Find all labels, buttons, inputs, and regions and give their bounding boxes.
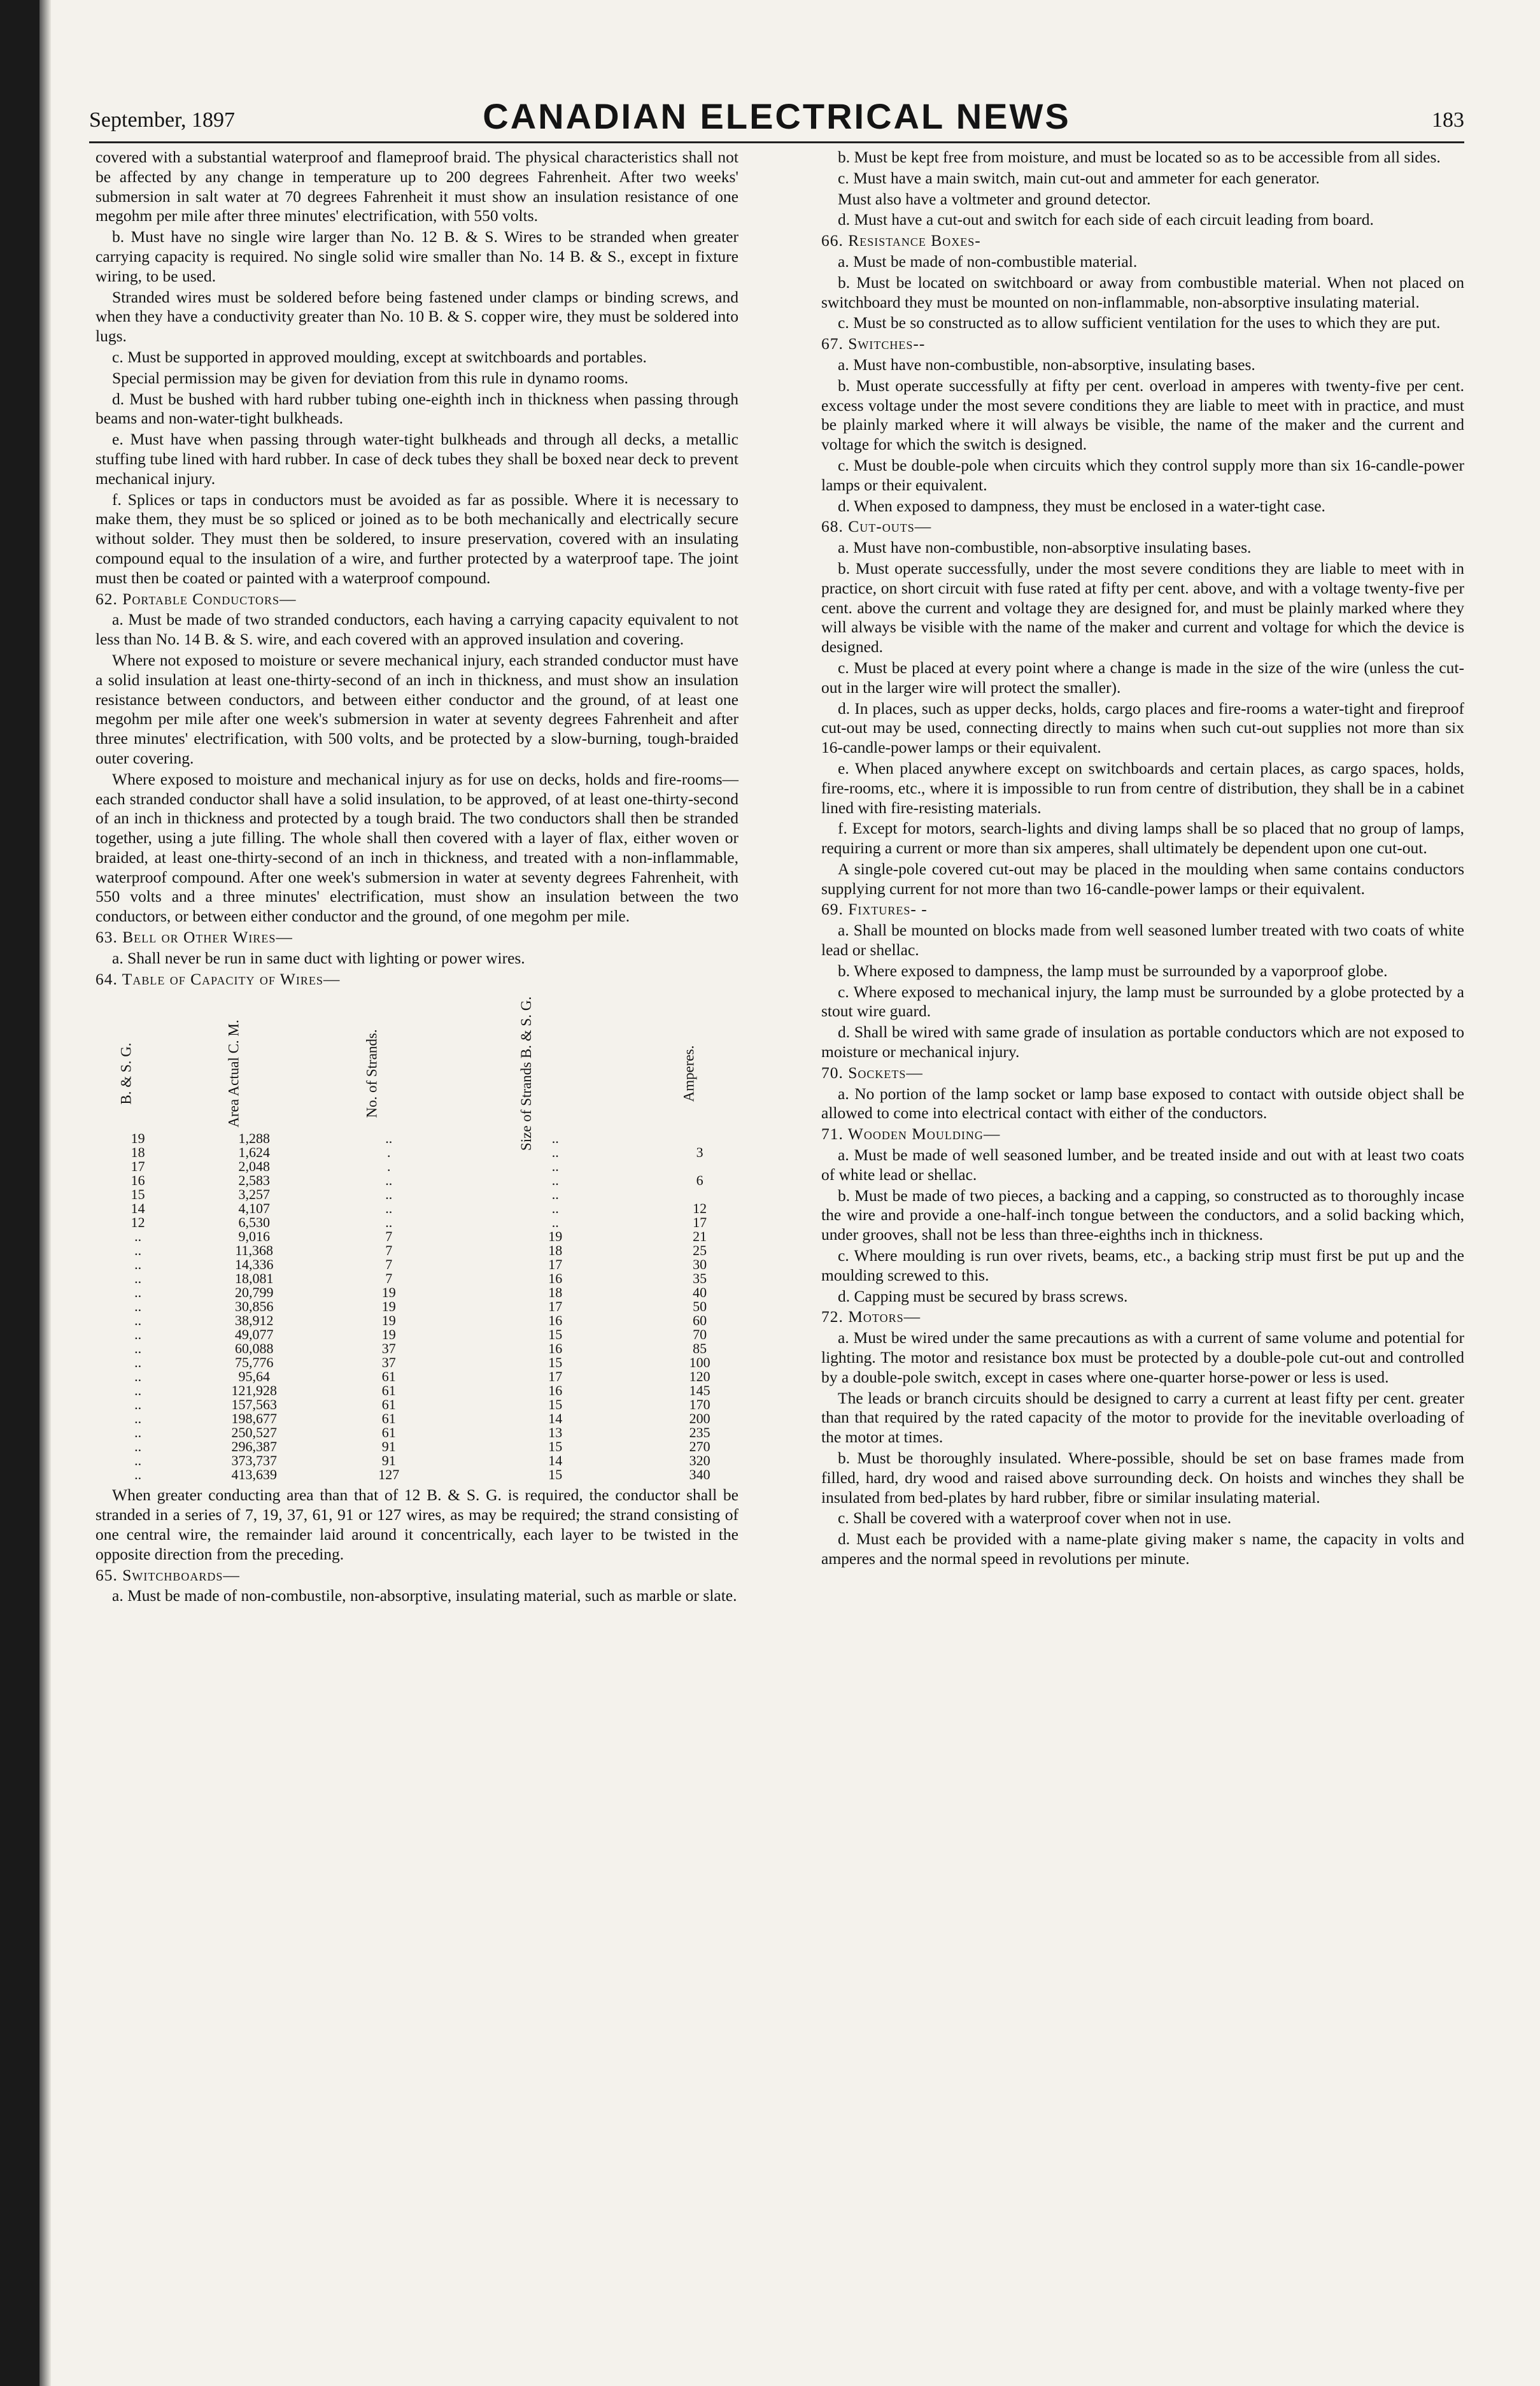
paragraph: c. Must be placed at every point where a change is made in the size of the wire (unless the cut-out in the larger wire will protect the smaller). xyxy=(821,658,1464,697)
paragraph: b. Must have no single wire larger than No. 12 B. & S. Wires to be stranded when greater carrying capacity is required. No single solid wire smaller than No. 14 B. & S., except in fixture wiring, to be used. xyxy=(95,227,738,285)
table-cell: .. xyxy=(134,1340,142,1357)
table-row xyxy=(95,1160,738,1174)
table-cell: 30,856 xyxy=(234,1298,274,1315)
table-cell: 296,387 xyxy=(231,1438,277,1455)
table-row xyxy=(95,1188,738,1202)
table-cell: 18,081 xyxy=(234,1270,274,1287)
table-header-cell: Size of Strands B. & S. G. xyxy=(518,997,535,1151)
table-row xyxy=(95,1356,738,1370)
table-row xyxy=(95,1328,738,1342)
paragraph: f. Splices or taps in conductors must be avoided as far as possible. Where it is necessary to make them, they must be so spliced or joined as to be both mechanically and electrically secure without solder. They must then be soldered, to insure preservation, covered with an insulating compound equal to the insulation of a wire, and further protected by a waterproof tape. The joint must then be coated or painted with a waterproof compound. xyxy=(95,490,738,587)
table-cell: 21 xyxy=(693,1228,707,1245)
table-cell: 16 xyxy=(548,1312,563,1329)
table-cell: 19 xyxy=(381,1326,396,1343)
table-cell: .. xyxy=(551,1214,559,1231)
table-cell: .. xyxy=(385,1186,393,1203)
table-cell: 7 xyxy=(385,1270,393,1287)
table-cell: 61 xyxy=(381,1396,396,1413)
section-heading: 71. Wooden Moulding— xyxy=(821,1125,1001,1144)
paragraph: covered with a substantial waterproof and flameproof braid. The physical characteristics shall not be affected by any change in temperature up to 200 degrees Fahrenheit. After two weeks' submersion in salt water at 70 degrees Fahrenheit it must show an insulation resistance of one megohm per mile after three minutes' electrification, with 550 volts. xyxy=(95,148,738,225)
paragraph: c. Where exposed to mechanical injury, the lamp must be surrounded by a globe protected by a stout wire guard. xyxy=(821,982,1464,1021)
table-cell: 35 xyxy=(693,1270,707,1287)
paragraph: a. Must be wired under the same precautions as with a current of same volume and potential for lighting. The motor and resistance box must be protected by a double-pole cut-out and controlled by a double-pole switch, except in cases where one-quarter horse-power or less is used. xyxy=(821,1328,1464,1386)
table-cell: .. xyxy=(551,1144,559,1161)
table-row xyxy=(95,1300,738,1314)
paragraph: Where exposed to moisture and mechanical injury as for use on decks, holds and fire-rooms—each stranded conductor shall have a solid insulation, to be approved, of at least one-thirty-second of an inch in thickness and protected by a tough braid. The two conductors shall then be stranded together, using a jute filling. The whole shall then covered with a layer of flax, either woven or braided, at least one-thirty-second of an inch in thickness, and treated with a non-inflammable, waterproof compound. After one week's submersion in water at seventy degrees Fahrenheit, with 550 volts and a three minutes' electrification, must show an insulation between the two conductors, or between either conductor and the ground, of one megohm per mile. xyxy=(95,769,738,926)
table-cell: .. xyxy=(385,1200,393,1217)
table-cell: 38,912 xyxy=(234,1312,274,1329)
table-cell: 100 xyxy=(689,1354,710,1371)
binding-spine xyxy=(0,0,39,2386)
paragraph: a. Must be made of two stranded conductors, each having a carrying capacity equivalent to not less than No. 14 B. & S. wire, and each covered with an approved insulation and covering. xyxy=(95,610,738,649)
table-row xyxy=(95,1314,738,1328)
paragraph: b. Where exposed to dampness, the lamp must be surrounded by a vaporproof globe. xyxy=(838,961,1388,980)
section-heading: 65. Switchboards— xyxy=(95,1565,240,1584)
table-cell: . xyxy=(387,1144,391,1161)
table-cell: 95,64 xyxy=(238,1368,270,1385)
table-cell: 127 xyxy=(378,1466,400,1483)
binding-shadow xyxy=(39,0,51,2386)
table-cell: 1,624 xyxy=(238,1144,270,1161)
table-cell: 235 xyxy=(689,1424,710,1441)
table-cell: 17 xyxy=(693,1214,707,1231)
table-row xyxy=(95,1244,738,1258)
table-cell: 19 xyxy=(548,1228,563,1245)
table-cell: 2,583 xyxy=(238,1172,270,1189)
publication-title: CANADIAN ELECTRICAL NEWS xyxy=(483,96,1071,136)
section-heading: 68. Cut-outs— xyxy=(821,517,932,536)
table-cell: 60,088 xyxy=(234,1340,274,1357)
table-cell: 17 xyxy=(548,1368,563,1385)
section-heading: 67. Switches-- xyxy=(821,334,926,353)
table-cell: .. xyxy=(385,1130,393,1147)
table-cell: 157,563 xyxy=(231,1396,277,1413)
paragraph: d. Must each be provided with a name-plate giving maker s name, the capacity in volts and amperes and the normal speed in revolutions per minute. xyxy=(821,1530,1464,1568)
paragraph: b. Must be located on switchboard or away from combustible material. When not placed on switchboard they must be mounted on non-inflammable, non-absorptive insulating material. xyxy=(821,273,1464,311)
table-cell: 413,639 xyxy=(231,1466,277,1483)
table-cell: 198,677 xyxy=(231,1410,277,1427)
table-row xyxy=(95,1146,738,1160)
section-heading: 72. Motors— xyxy=(821,1307,921,1326)
table-header-row xyxy=(95,991,738,1132)
table-cell: .. xyxy=(134,1256,142,1273)
table-cell: .. xyxy=(385,1172,393,1189)
paragraph: a. Must have non-combustible, non-absorptive, insulating bases. xyxy=(838,355,1255,374)
paragraph: c. Must be supported in approved moulding, except at switchboards and portables. xyxy=(112,347,647,366)
table-cell: 170 xyxy=(689,1396,710,1413)
table-cell: 14,336 xyxy=(234,1256,274,1273)
table-body xyxy=(95,1132,738,1482)
table-cell: 25 xyxy=(693,1242,707,1259)
table-row xyxy=(95,1258,738,1272)
paragraph: b. Must be kept free from moisture, and must be located so as to be accessible from all sides. xyxy=(838,148,1441,166)
table-cell: 85 xyxy=(693,1340,707,1357)
paragraph: c. Must be double-pole when circuits which they control supply more than six 16-candle-power lamps or their equivalent. xyxy=(821,455,1464,494)
table-row xyxy=(95,1370,738,1384)
table-cell: .. xyxy=(551,1130,559,1147)
table-cell: 75,776 xyxy=(234,1354,274,1371)
page-number: 183 xyxy=(1432,108,1464,132)
table-cell: 91 xyxy=(381,1438,396,1455)
section-heading: 64. Table of Capacity of Wires— xyxy=(95,969,341,988)
table-cell: .. xyxy=(134,1466,142,1483)
paragraph: e. When placed anywhere except on switchboards and certain places, as cargo spaces, holds, fire-rooms, etc., where it is impossible to run from centre of distribution, they shall be in a cabinet lined with fire-resisting materials. xyxy=(821,758,1464,817)
paragraph: b. Must operate successfully, under the most severe conditions they are liable to meet with in practice, on short circuit with fuse rated at fifty per cent. above, and with a voltage twenty-five per cent. above the current and voltage they are designed for, and must be plainly marked where they will always be visible with the name of the maker and current and voltage for which the device is designed. xyxy=(821,558,1464,657)
paragraph: d. Capping must be secured by brass screws. xyxy=(838,1286,1128,1305)
table-cell: 373,737 xyxy=(231,1452,277,1469)
table-cell: 19 xyxy=(381,1312,396,1329)
table-cell: 18 xyxy=(548,1284,563,1301)
table-cell: 16 xyxy=(548,1382,563,1399)
table-row xyxy=(95,1202,738,1216)
table-cell xyxy=(661,1132,738,1146)
table-cell: .. xyxy=(134,1326,142,1343)
table-cell: 7 xyxy=(385,1228,393,1245)
table-cell: 61 xyxy=(381,1382,396,1399)
table-cell: 14 xyxy=(548,1452,563,1469)
table-cell: 18 xyxy=(548,1242,563,1259)
table-cell: .. xyxy=(134,1242,142,1259)
table-cell: 16 xyxy=(548,1270,563,1287)
table-cell: 19 xyxy=(381,1284,396,1301)
table-cell: 61 xyxy=(381,1368,396,1385)
table-cell: .. xyxy=(551,1172,559,1189)
table-cell: 30 xyxy=(693,1256,707,1273)
paragraph: a. Must be made of non-combustible material. xyxy=(838,252,1138,271)
paragraph: a. Must have non-combustible, non-absorptive insulating bases. xyxy=(838,538,1252,557)
table-row xyxy=(95,1132,738,1146)
table-cell: 91 xyxy=(381,1452,396,1469)
table-cell: .. xyxy=(134,1410,142,1427)
table-cell: 15 xyxy=(131,1186,145,1203)
table-cell: 2,048 xyxy=(238,1158,270,1175)
paragraph: Where not exposed to moisture or severe mechanical injury, each stranded conductor must have a solid insulation at least one-thirty-second of an inch in thickness, and must show an insulation resistance between conductors, and between either conductor and the ground, of at least one megohm per mile after one week's submersion in water at seventy degrees Fahrenheit and after three minutes' electrification, with 500 volts, and be protected by a slow-burning, tough-braided outer covering. xyxy=(95,650,738,767)
table-row xyxy=(95,1412,738,1426)
paragraph: a. No portion of the lamp socket or lamp base exposed to contact with outside object shall be allowed to come into electrical contact with either of the conductors. xyxy=(821,1084,1464,1123)
paragraph: a. Shall never be run in same duct with lighting or power wires. xyxy=(112,948,525,967)
table-cell: 19 xyxy=(131,1130,145,1147)
paragraph: a. Must be made of well seasoned lumber, and be treated inside and out with at least two coats of white lead or shellac. xyxy=(821,1146,1464,1184)
table-cell: 250,527 xyxy=(231,1424,277,1441)
header-rule xyxy=(89,141,1464,143)
table-cell: 120 xyxy=(689,1368,710,1385)
table-cell: 200 xyxy=(689,1410,710,1427)
table-cell: 50 xyxy=(693,1298,707,1315)
table-row xyxy=(95,1230,738,1244)
table-row xyxy=(95,1216,738,1230)
table-cell: 3,257 xyxy=(238,1186,270,1203)
table-cell: 9,016 xyxy=(238,1228,270,1245)
issue-date: September, 1897 xyxy=(89,108,236,132)
paragraph: c. Shall be covered with a waterproof cover when not in use. xyxy=(838,1509,1232,1528)
table-cell: 37 xyxy=(381,1340,396,1357)
table-cell: 270 xyxy=(689,1438,710,1455)
table-cell: 19 xyxy=(381,1298,396,1315)
table-row xyxy=(95,1286,738,1300)
table-header-cell: Area Actual C. M. xyxy=(225,1019,242,1128)
table-cell: 15 xyxy=(548,1354,563,1371)
table-row xyxy=(95,1174,738,1188)
table-cell: 1,288 xyxy=(238,1130,270,1147)
paragraph: A single-pole covered cut-out may be placed in the moulding when same contains conductors supplying current for not more than two 16-candle-power lamps or their equivalent. xyxy=(821,859,1464,898)
table-row xyxy=(95,1468,738,1482)
table-cell: 20,799 xyxy=(234,1284,274,1301)
paragraph: c. Where moulding is run over rivets, beams, etc., a backing strip must first be put up and the moulding screwed to this. xyxy=(821,1246,1464,1284)
table-cell: 4,107 xyxy=(238,1200,270,1217)
table-cell: 3 xyxy=(696,1144,703,1161)
table-cell: 6 xyxy=(696,1172,703,1189)
table-cell: 70 xyxy=(693,1326,707,1343)
table-cell: .. xyxy=(551,1158,559,1175)
paragraph: d. Must have a cut-out and switch for each side of each circuit leading from board. xyxy=(838,210,1374,229)
paragraph: Stranded wires must be soldered before being fastened under clamps or binding screws, and when they have a conductivity greater than No. 10 B. & S. copper wire, they must be soldered into lugs. xyxy=(95,287,738,346)
table-cell: 340 xyxy=(689,1466,710,1483)
table-cell: 40 xyxy=(693,1284,707,1301)
table-cell: .. xyxy=(134,1312,142,1329)
right-column xyxy=(821,148,1464,1570)
paragraph: b. Must be made of two pieces, a backing and a capping, so constructed as to thoroughly incase the wire and provide a one-half-inch tongue between the conductors, and a solid backing which, under grooves, shall not be less than three-eighths inch in thickness. xyxy=(821,1186,1464,1244)
table-row xyxy=(95,1454,738,1468)
paragraph: b. Must be thoroughly insulated. Where-possible, should be set on base frames made from filled, hard, dry wood and raised above surrounding deck. On hoists and winches they shall be insulated from bed-plates by hard rubber, fibre or similar insulating material. xyxy=(821,1449,1464,1507)
paragraph: d. Shall be wired with same grade of insulation as portable conductors which are not exposed to moisture or mechanical injury. xyxy=(821,1023,1464,1062)
table-cell: 14 xyxy=(131,1200,145,1217)
section-heading: 66. Resistance Boxes- xyxy=(821,231,981,250)
table-cell: .. xyxy=(134,1228,142,1245)
table-cell: 11,368 xyxy=(235,1242,274,1259)
wire-capacity-table xyxy=(95,991,738,1482)
paragraph: c. Must have a main switch, main cut-out and ammeter for each generator. xyxy=(838,168,1320,187)
table-cell: 17 xyxy=(131,1158,145,1175)
table-cell: .. xyxy=(134,1382,142,1399)
table-row xyxy=(95,1426,738,1440)
table-cell: 15 xyxy=(548,1466,563,1483)
table-cell: 320 xyxy=(689,1452,710,1469)
table-cell: .. xyxy=(551,1200,559,1217)
table-cell: .. xyxy=(134,1368,142,1385)
left-column xyxy=(95,148,738,1607)
table-cell: 49,077 xyxy=(234,1326,274,1343)
paragraph: When greater conducting area than that of 12 B. & S. G. is required, the conductor shall be stranded in a series of 7, 19, 37, 61, 91 or 127 wires, as may be required; the strand consisting of one central wire, the remainder laid around it concentrically, each layer to be twisted in the opposite direction from the preceding. xyxy=(95,1486,738,1563)
paragraph: Must also have a voltmeter and ground detector. xyxy=(838,189,1151,208)
table-cell: 60 xyxy=(693,1312,707,1329)
table-cell: 15 xyxy=(548,1326,563,1343)
table-cell: 14 xyxy=(548,1410,563,1427)
section-heading: 70. Sockets— xyxy=(821,1063,923,1082)
table-row xyxy=(95,1342,738,1356)
table-cell: .. xyxy=(134,1424,142,1441)
table-header-cell: Amperes. xyxy=(681,1046,697,1102)
table-row xyxy=(95,1398,738,1412)
table-cell: .. xyxy=(385,1214,393,1231)
table-cell: 37 xyxy=(381,1354,396,1371)
table-cell: 12 xyxy=(693,1200,707,1217)
table-cell: 16 xyxy=(548,1340,563,1357)
paragraph: d. In places, such as upper decks, holds, cargo places and fire-rooms a water-tight and fireproof cut-out may be used, connecting directly to mains when such cut-out supplies not more than six 16-candle-power lamps or their equivalent. xyxy=(821,699,1464,757)
table-cell: .. xyxy=(134,1452,142,1469)
table-cell: 61 xyxy=(381,1410,396,1427)
table-cell: .. xyxy=(134,1396,142,1413)
paragraph: a. Shall be mounted on blocks made from well seasoned lumber treated with two coats of white lead or shellac. xyxy=(821,921,1464,960)
table-cell: 6,530 xyxy=(238,1214,270,1231)
table-cell: 16 xyxy=(131,1172,145,1189)
paragraph: d. When exposed to dampness, they must be enclosed in a water-tight case. xyxy=(838,496,1325,515)
paragraph: a. Must be made of non-combustile, non-absorptive, insulating material, such as marble or slate. xyxy=(112,1586,737,1605)
table-row xyxy=(95,1440,738,1454)
table-cell: 15 xyxy=(548,1396,563,1413)
table-cell: 61 xyxy=(381,1424,396,1441)
section-heading: 63. Bell or Other Wires— xyxy=(95,928,293,947)
paragraph: The leads or branch circuits should be designed to carry a current at least fifty per cent. greater than that required by the rated capacity of the motor to provide for the inevitable overloading of the motor at times. xyxy=(821,1388,1464,1447)
section-heading: 69. Fixtures- - xyxy=(821,900,928,919)
table-header-cell: B. & S. G. xyxy=(118,1042,134,1105)
table-cell: .. xyxy=(134,1354,142,1371)
table-cell: .. xyxy=(134,1270,142,1287)
table-cell: 17 xyxy=(548,1298,563,1315)
table-cell: 7 xyxy=(385,1256,393,1273)
paragraph: d. Must be bushed with hard rubber tubing one-eighth inch in thickness when passing through beams and non-water-tight bulkheads. xyxy=(95,389,738,428)
table-header-cell: No. of Strands. xyxy=(364,1029,380,1119)
table-cell: 12 xyxy=(131,1214,145,1231)
section-heading: 62. Portable Conductors— xyxy=(95,589,297,608)
paragraph: b. Must operate successfully at fifty per cent. overload in amperes with twenty-five per cent. excess voltage under the most severe conditions they are liable to meet with in practice, and must be plainly marked where it will always be visible, the name of the maker and the current and voltage for which the switch is designed. xyxy=(821,376,1464,454)
table-cell xyxy=(661,1160,738,1174)
table-cell: 13 xyxy=(548,1424,563,1441)
table-cell: .. xyxy=(551,1186,559,1203)
paragraph: Special permission may be given for deviation from this rule in dynamo rooms. xyxy=(112,368,628,387)
table-cell: 15 xyxy=(548,1438,563,1455)
table-row xyxy=(95,1272,738,1286)
paragraph: e. Must have when passing through water-tight bulkheads and through all decks, a metallic stuffing tube lined with hard rubber. In case of deck tubes they shall be boxed near deck to prevent mechanical injury. xyxy=(95,430,738,488)
table-cell: .. xyxy=(134,1298,142,1315)
table-cell: .. xyxy=(134,1438,142,1455)
table-cell: .. xyxy=(134,1284,142,1301)
table-cell: 145 xyxy=(689,1382,710,1399)
table-cell: . xyxy=(387,1158,391,1175)
table-cell: 7 xyxy=(385,1242,393,1259)
table-cell xyxy=(661,1188,738,1202)
table-row xyxy=(95,1384,738,1398)
paragraph: c. Must be so constructed as to allow sufficient ventilation for the uses to which they are put. xyxy=(838,313,1441,332)
page-header xyxy=(89,96,1464,140)
table-cell: 17 xyxy=(548,1256,563,1273)
paragraph: f. Except for motors, search-lights and diving lamps shall be so placed that no group of lamps, requiring a current or more than six amperes, shall ultimately be dependent upon one cut-out. xyxy=(821,819,1464,858)
table-cell: 18 xyxy=(131,1144,145,1161)
table-cell: 121,928 xyxy=(231,1382,277,1399)
